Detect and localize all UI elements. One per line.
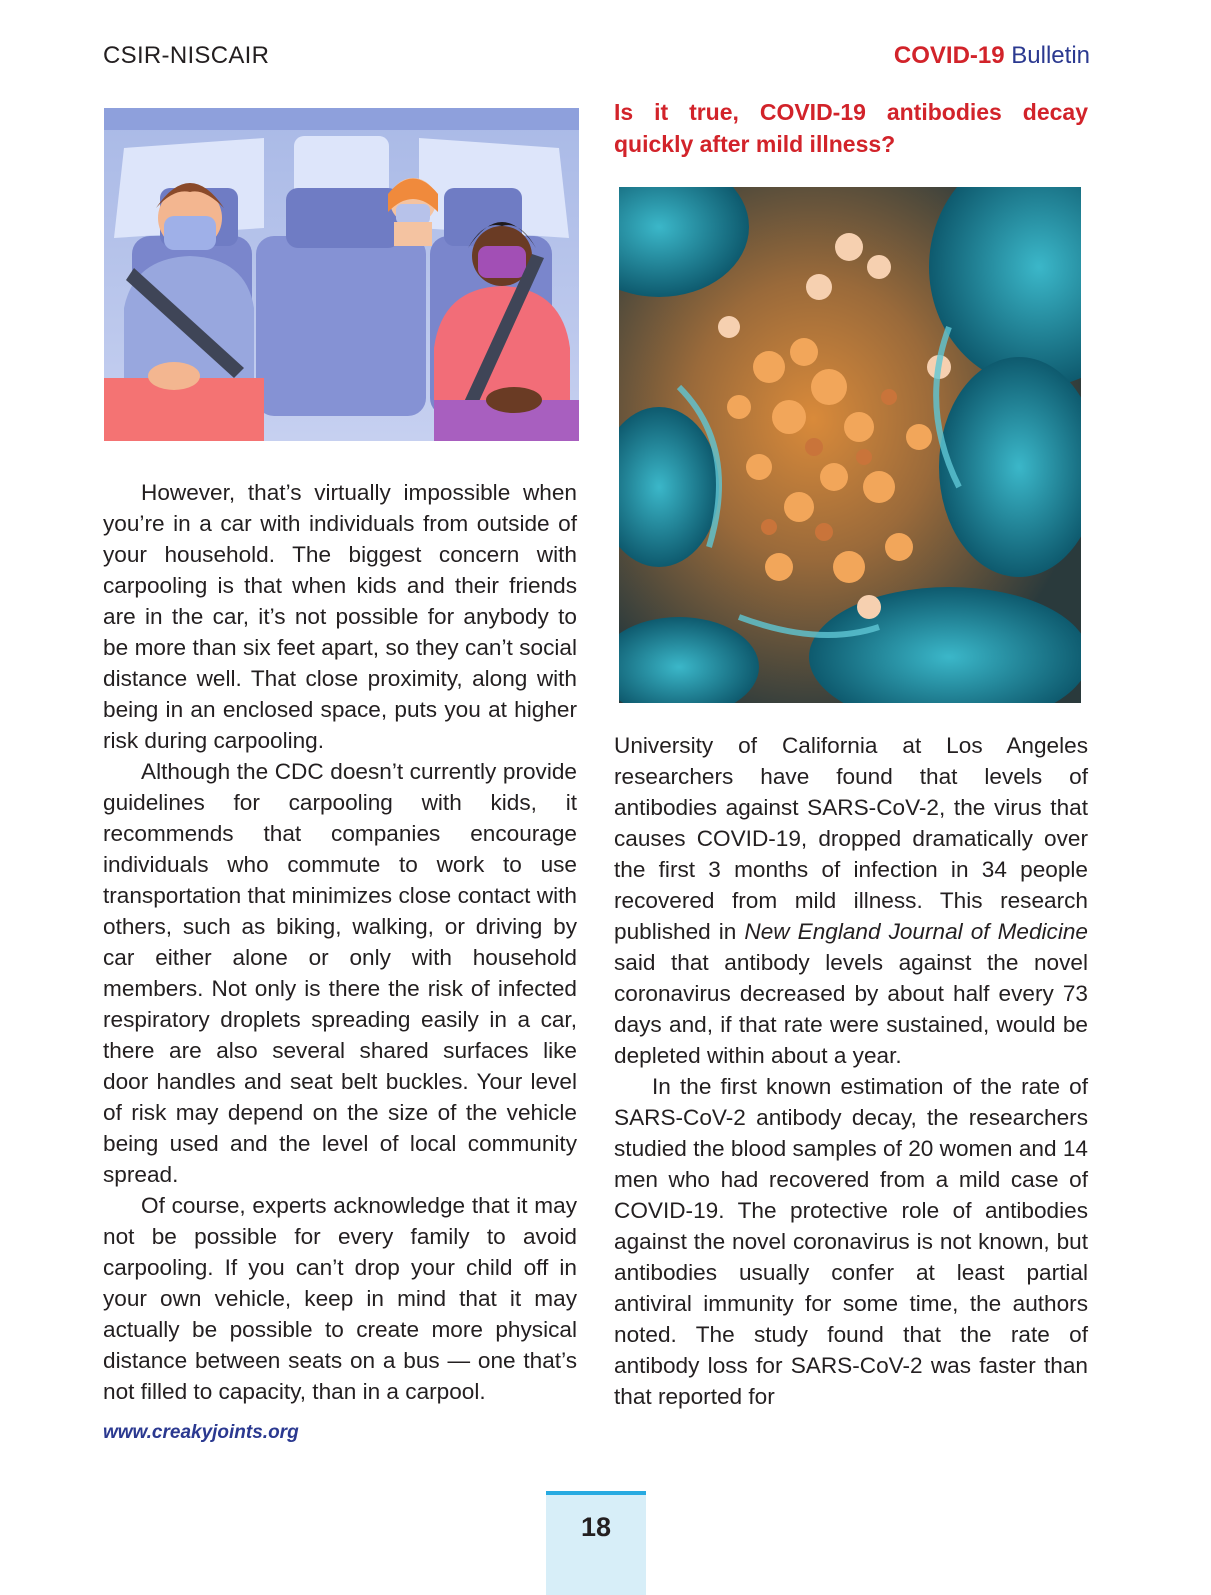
page-number-tab: [546, 1491, 646, 1595]
article-heading: Is it true, COVID-19 antibodies decay quickly after mild illness?: [614, 99, 1088, 157]
page-number: 18: [580, 1512, 612, 1542]
virus-micrograph-image: [619, 187, 1081, 703]
paragraph: Of course, experts acknowledge that it may not be possible for every family to avoid carpooling. If you can’t drop your child off in your own vehicle, keep in mind that it may actually be possible to create more physical distance between seats on a bus — one that’s not filled to capacity, than in a carpool.: [103, 1193, 577, 1404]
bulletin-title-word: Bulletin: [1011, 42, 1090, 69]
right-column-text: [614, 730, 1088, 1412]
paragraph: However, that’s virtually impossible when you’re in a car with individuals from outside of your household. The biggest concern with carpooling is that when kids and their friends are in the car, it’s not possible for anybody to be more than six feet apart, so they can’t social distance well. That close proximity, along with being in an enclosed space, puts you at higher risk during carpooling.: [103, 480, 577, 753]
paragraph: In the first known estimation of the rate of SARS-CoV-2 antibody decay, the researchers studied the blood samples of 20 women and 14 men who had recovered from a mild case of COVID-19. The protective role of antibodies against the novel coronavirus is not known, but antibodies usually confer at least partial antiviral immunity for some time, the authors noted. The study found that the rate of antibody loss for SARS-CoV-2 was faster than that reported for: [614, 1074, 1088, 1409]
bulletin-title-covid: COVID-19: [893, 42, 1005, 69]
bulletin-title: [894, 42, 1090, 70]
paragraph-text: said that antibody levels against the novel coronavirus decreased by about half every 73 days and, if that rate were sustained, would be depleted within about a year.: [614, 950, 1088, 1068]
paragraph: [614, 730, 1088, 1071]
publisher-name: CSIR-NISCAIR: [103, 42, 270, 69]
journal-name: New England Journal of Medicine: [744, 919, 1089, 944]
paragraph: Although the CDC doesn’t currently provide guidelines for carpooling with kids, it recommends that companies encourage individuals who commute to work to use transportation that minimizes close contact with others, such as biking, walking, or driving by car either alone or only with household members. Not only is there the risk of infected respiratory droplets spreading easily in a car, there are also several shared surfaces like door handles and seat belt buckles. Your level of risk may depend on the size of the vehicle being used and the level of local community spread.: [103, 759, 577, 1187]
paragraph-text: University of California at Los Angeles researchers have found that levels of antibodies against SARS-CoV-2, the virus that causes COVID-19, dropped dramatically over the first 3 months of infection in 34 people recovered from mild illness. This research published in: [614, 733, 1088, 944]
carpool-illustration: [104, 108, 579, 441]
left-column-text: [103, 477, 577, 1407]
source-link[interactable]: www.creakyjoints.org: [103, 1422, 299, 1443]
